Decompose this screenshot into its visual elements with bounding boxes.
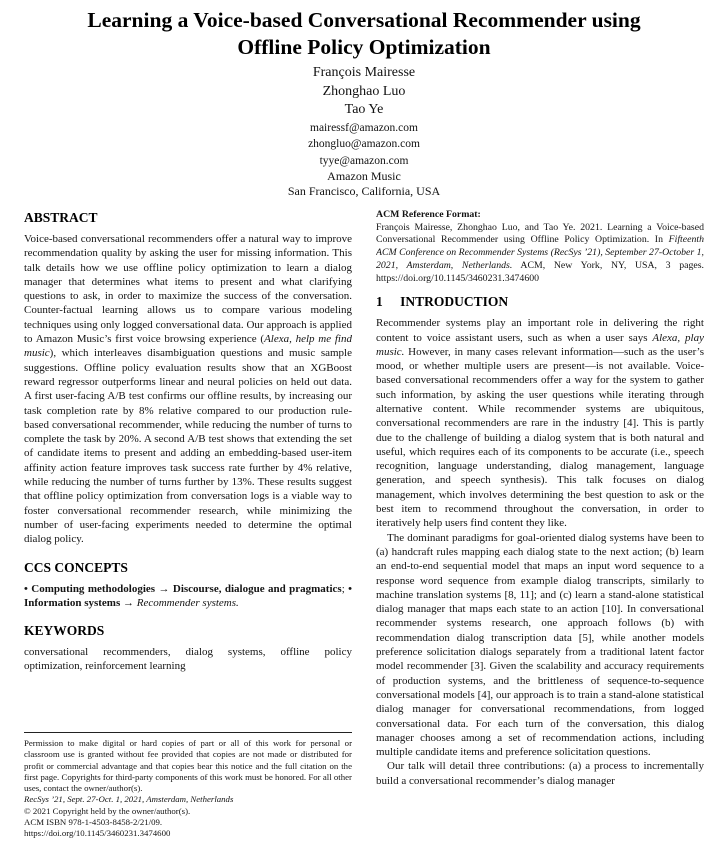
author-email-link[interactable]: mairessf@amazon.com bbox=[310, 121, 418, 134]
paper-title: Learning a Voice-based Conversational Recommender using Offline Policy Optimization bbox=[87, 8, 641, 59]
acm-reference-label: ACM Reference Format: bbox=[376, 209, 481, 220]
keywords-text: conversational recommenders, dialog systems, offline policy optimization, reinforcement learning bbox=[24, 646, 352, 673]
author-email-link[interactable]: tyye@amazon.com bbox=[319, 154, 409, 167]
ccs-text: • Computing methodologies → Discourse, dialogue and pragmatics; • Information systems → Recommender systems. bbox=[24, 582, 352, 609]
keywords-heading: KEYWORDS bbox=[24, 623, 105, 639]
author-email-link[interactable]: zhongluo@amazon.com bbox=[308, 138, 420, 150]
abstract-heading: ABSTRACT bbox=[24, 210, 98, 225]
introduction-heading bbox=[376, 294, 704, 310]
acm-reference-block bbox=[376, 209, 704, 285]
left-column bbox=[24, 209, 352, 731]
ccs-heading: CCS CONCEPTS bbox=[24, 559, 128, 575]
footnote-isbn: ACM ISBN 978-1-4503-8458-2/21/09. bbox=[24, 817, 163, 828]
abstract-text: Voice-based conversational recommenders offer a natural way to improve recommendation quality by asking the user for missing information. This talk details how we use offline policy optimization to learn a dialog manager that determines what items to present and what clarifying questions to ask, in order to maximize the success of the conversation. Counter-factual learning allows us to compare various modeling techniques using only logged conversational data. Our approach is applied to Amazon Music’s first voice browsing experience (Alexa, help me find music), which interleaves disambiguation questions and music sample suggestions. Offline policy evaluation results show that an XGBoost reward regressor outperforms linear and neural policies on held out data. A first user-facing A/B test confirms our offline results, by increasing our task completion rate by 8% relative compared to our production rule-based conversational recommender, while reducing the number of turns to complete the task by 20%. A second A/B test shows that extending the set of candidate items to present and adding an embedding-based user-item affinity action feature improves task success rate further by 4% relative, while reducing the number of turns further by 13%. These results suggest that offline policy optimization from conversation logs is a viable way to foster conversational recommender research, while minimizing the number of user-facing experiments needed to determine the optimal dialog policy. bbox=[24, 233, 352, 546]
footnote-copyright: © 2021 Copyright held by the owner/author(s). bbox=[24, 805, 191, 816]
permission-statement: Permission to make digital or hard copies of part or all of this work for personal or classroom use is granted without fee provided that copies are not made or distributed for profit or commercial advantage and that copies bear this notice and the full citation on the first page. Copyrights for third-party components of this work must be honored. For all other uses, contact the owner/author(s). bbox=[24, 738, 352, 794]
section-title: INTRODUCTION bbox=[400, 294, 509, 310]
intro-paragraph-1: Recommender systems play an important role in delivering the right content to voice assistant users, such as when a user says Alexa, play music. However, in many cases relevant information—such as the user’s mood, or whether multiple users are present—is not available. Voice-based conversational recommenders offer a way for the system to gather such information, by asking the user questions while iterating through alternative content. While recommender systems are ubiquitous, conversational recommenders are rare in the industry [4]. This is partly due to the challenge of building a dialog system that is both natural and useful, which requires each of its components to be accurate (i.e., speech recognition, language understanding, dialog management, language generation, and speech synthesis). This talk focuses on dialog management, which involves determining the best question to ask or the best item to recommend throughout the conversation, in order to iteratively help users find content they like. bbox=[376, 317, 704, 530]
right-column bbox=[376, 209, 704, 859]
author-name: Tao Ye bbox=[344, 102, 384, 117]
section-number: 1 bbox=[376, 294, 383, 310]
author-name: François Mairesse bbox=[312, 65, 416, 80]
intro-paragraph-3: Our talk will detail three contributions: (a) a process to incrementally build a conversational recommender’s dialog manager bbox=[376, 760, 704, 787]
acm-reference-text: François Mairesse, Zhonghao Luo, and Tao Ye. 2021. Learning a Voice-based Conversational Recommender using Offline Policy Optimization. In Fifteenth ACM Conference on Recommender Systems (RecSys ’21), September 27-October 1, 2021, Amsterdam, Netherlands. ACM, New York, NY, USA, 3 pages. https://doi.org/10.1145/3460231.3474600 bbox=[376, 221, 704, 284]
author-name: Zhonghao Luo bbox=[322, 83, 406, 99]
author-affiliation: Amazon Music bbox=[327, 169, 401, 183]
author-block bbox=[0, 64, 728, 199]
footnote-venue: RecSys ’21, Sept. 27-Oct. 1, 2021, Amsterdam, Netherlands bbox=[24, 794, 234, 805]
footnote-doi-link[interactable]: https://doi.org/10.1145/3460231.3474600 bbox=[24, 828, 171, 839]
copyright-footnote bbox=[24, 732, 352, 840]
intro-paragraph-2: The dominant paradigms for goal-oriented dialog systems have been to (a) handcraft rules mapping each dialog state to the next action; (b) learn an end-to-end sequential model that maps an input word sequence to a response word sequence from example dialog transcripts, similarly to machine translation systems [8, 11]; and (c) learn a stand-alone statistical dialog manager that maps each state to an action [10]. In conversational recommender systems research, one approach follows (b) with recommendation dialog transcription data [5], while another models preference solicitation dialogs separately from a traditional latent factor model recommender [3]. Given the scalability and accuracy requirements of production systems, and the brittleness of sequence-to-sequence conversational models [4], our approach is to train a stand-alone statistical dialog manager for conversational recommendations, from logged conversational data. For each turn of the conversation, this dialog manager chooses among a set of recommendation actions, including multiple candidate items and preference solicitation questions. bbox=[376, 531, 704, 759]
author-location: San Francisco, California, USA bbox=[287, 184, 441, 198]
